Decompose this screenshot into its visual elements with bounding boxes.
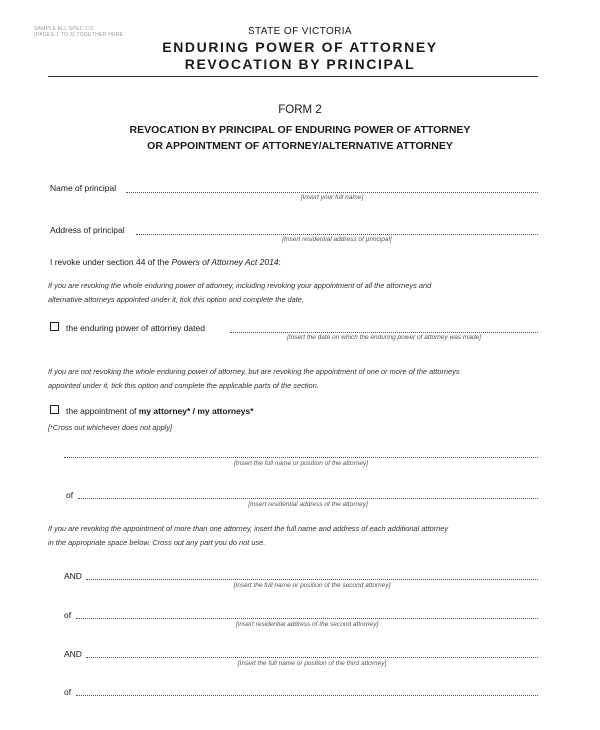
second-attorney-address-hint: [Insert residential address of the second attorney] — [235, 621, 379, 628]
sample-note-line1: SAMPLE ALL SPEC 1/3 — [34, 26, 94, 32]
third-attorney-of-label: of — [64, 687, 72, 697]
second-attorney-and-label: AND — [64, 571, 82, 581]
principal-address-hint: [Insert residential address of principal] — [282, 236, 392, 243]
epa-date-hint: [Insert the date on which the enduring power of attorney was made] — [286, 334, 482, 341]
multiple-instruction-line2: in the appropriate space below. Cross out any part you do not use. — [48, 538, 266, 547]
principal-name-label: Name of principal — [50, 183, 117, 193]
principal-address-label: Address of principal — [50, 225, 125, 235]
attorney-address-hint: [Insert residential address of the attorney] — [248, 501, 368, 508]
revoke-statement — [50, 257, 281, 267]
option-appointment-instructions — [48, 365, 548, 393]
third-attorney-address-field[interactable] — [76, 695, 538, 696]
crossout-note: [*Cross out whichever does not apply] — [48, 423, 173, 432]
option-whole-instruction-line1: If you are revoking the whole enduring power of attorney, including revoking your appointment of all the attorneys and — [48, 281, 432, 290]
principal-address-field[interactable] — [136, 234, 538, 235]
third-attorney-and-label: AND — [64, 649, 82, 659]
multiple-instruction-line1: If you are revoking the appointment of more than one attorney, insert the full name and address of each additional attorney — [48, 524, 449, 533]
form-subtitle-line2: OR APPOINTMENT OF ATTORNEY/ALTERNATIVE ATTORNEY — [147, 140, 453, 152]
revoke-appointment-label-choice: my attorney* / my attorneys* — [138, 406, 254, 416]
revoke-appointment-label-prefix: the appointment of — [66, 406, 139, 416]
multiple-attorneys-instructions — [48, 522, 548, 550]
attorney-name-hint: [Insert the full name or position of the attorney] — [233, 460, 369, 467]
option-appointment-instruction-line2: appointed under it, tick this option and complete the applicable parts of the section. — [48, 381, 319, 390]
header-divider — [48, 76, 538, 77]
revoke-appointment-label — [66, 406, 254, 416]
option-appointment-instruction-line1: If you are not revoking the whole enduring power of attorney, but are revoking the appointment of one or more of the attorneys — [48, 367, 460, 376]
attorney-of-label: of — [66, 490, 74, 500]
third-attorney-name-field[interactable] — [86, 657, 538, 658]
form-number: FORM 2 — [278, 104, 322, 116]
second-attorney-name-hint: [Insert the full name or position of the second attorney] — [233, 582, 391, 589]
form-subtitle-line1: REVOCATION BY PRINCIPAL OF ENDURING POWER OF ATTORNEY — [129, 124, 471, 136]
epa-date-field[interactable] — [230, 332, 538, 333]
page-title-line1: ENDURING POWER OF ATTORNEY — [162, 39, 438, 55]
jurisdiction: STATE OF VICTORIA — [247, 26, 353, 37]
second-attorney-of-label: of — [64, 610, 72, 620]
revoke-whole-checkbox[interactable] — [50, 322, 59, 331]
attorney-address-field[interactable] — [78, 498, 538, 499]
principal-name-field[interactable] — [126, 192, 538, 193]
principal-name-hint: [Insert your full name] — [300, 194, 364, 201]
second-attorney-name-field[interactable] — [86, 579, 538, 580]
revoke-statement-prefix: I revoke under section 44 of the — [50, 257, 172, 267]
revoke-appointment-checkbox[interactable] — [50, 405, 59, 414]
second-attorney-address-field[interactable] — [76, 618, 538, 619]
revoke-whole-label: the enduring power of attorney dated — [66, 323, 205, 333]
sample-note-line2: (PAGES 1 TO 3) TOGETHER HERE — [34, 32, 124, 38]
revoke-statement-suffix: : — [278, 257, 281, 267]
option-whole-instructions — [48, 279, 548, 307]
option-whole-instruction-line2: alternative attorneys appointed under it, tick this option and complete the date. — [48, 295, 304, 304]
attorney-name-field[interactable] — [64, 457, 538, 458]
revoke-statement-act: Powers of Attorney Act 2014 — [171, 257, 279, 267]
third-attorney-name-hint: [Insert the full name or position of the third attorney] — [237, 660, 387, 667]
page-title-line2: REVOCATION BY PRINCIPAL — [184, 56, 416, 72]
